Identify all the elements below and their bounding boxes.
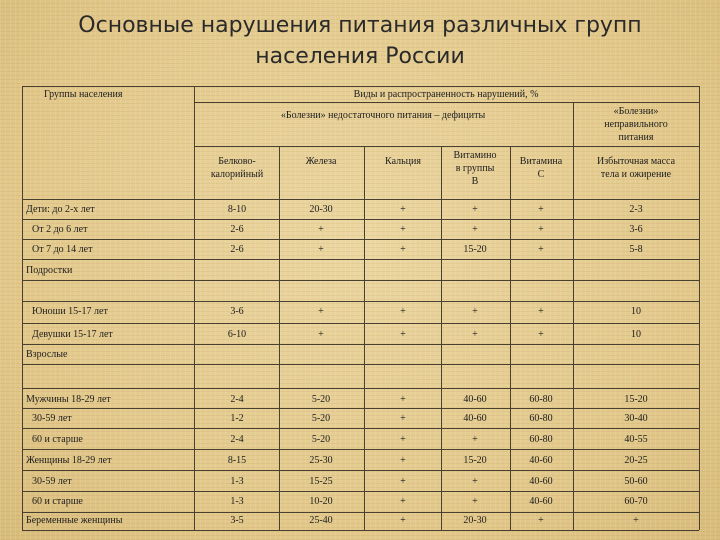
row-group-label: 60 и старше: [32, 496, 83, 507]
table-cell-value: +: [633, 515, 639, 526]
section-label-teens: Подростки: [26, 265, 73, 276]
header-deficits: «Болезни» недостаточного питания – дефициты: [280, 110, 486, 121]
grid-line-horizontal: [22, 388, 699, 389]
table-cell-value: 2-6: [230, 224, 244, 235]
table-cell-value: 15-20: [624, 394, 648, 405]
grid-line-vertical: [441, 146, 442, 530]
table-cell-value: +: [400, 394, 406, 405]
table-cell-value: 20-25: [624, 455, 648, 466]
column-header-4: В: [471, 176, 479, 187]
table-cell-value: 25-40: [309, 515, 333, 526]
table-cell-value: 6-10: [227, 329, 247, 340]
column-header-6: тела и ожирение: [600, 169, 672, 180]
table-cell-value: 5-20: [311, 413, 331, 424]
table-cell-value: 60-80: [529, 413, 553, 424]
row-group-label: 30-59 лет: [32, 476, 72, 487]
table-cell-value: +: [400, 413, 406, 424]
table-cell-value: +: [472, 434, 478, 445]
table-cell-value: 25-30: [309, 455, 333, 466]
header-groups: Группы населения: [44, 89, 123, 100]
table-cell-value: 40-60: [529, 496, 553, 507]
table-cell-value: +: [472, 204, 478, 215]
table-cell-value: 10: [631, 306, 641, 317]
header-excess-line3: питания: [618, 132, 654, 143]
grid-line-horizontal: [22, 219, 699, 220]
column-header-1: калорийный: [210, 169, 264, 180]
row-group-label: Женщины 18-29 лет: [26, 455, 112, 466]
table-cell-value: +: [538, 306, 544, 317]
table-cell-value: 2-4: [230, 434, 244, 445]
grid-line-horizontal: [22, 408, 699, 409]
column-header-5: С: [537, 169, 545, 180]
table-cell-value: +: [400, 476, 406, 487]
table-cell-value: 2-4: [230, 394, 244, 405]
table-cell-value: 5-20: [311, 394, 331, 405]
row-group-label: 30-59 лет: [32, 413, 72, 424]
table-cell-value: 2-3: [629, 204, 643, 215]
grid-line-horizontal: [22, 449, 699, 450]
table-cell-value: 60-80: [529, 434, 553, 445]
table-cell-value: 40-60: [529, 476, 553, 487]
table-cell-value: +: [472, 306, 478, 317]
title-line-2: населения России: [255, 44, 465, 69]
table-cell-value: 3-6: [230, 306, 244, 317]
row-group-label: Дети: до 2-х лет: [26, 204, 95, 215]
title-line-1: Основные нарушения питания различных групп: [78, 13, 642, 38]
grid-line-horizontal: [22, 344, 699, 345]
section-label-adults: Взрослые: [26, 349, 68, 360]
table-cell-value: 5-8: [629, 244, 643, 255]
column-header-2: Железа: [305, 156, 337, 167]
grid-line-vertical: [573, 102, 574, 530]
table-cell-value: 30-40: [624, 413, 648, 424]
grid-line-vertical: [699, 86, 700, 530]
column-header-3: Кальция: [385, 156, 421, 167]
header-excess-line1: «Болезни»: [613, 106, 659, 117]
row-group-label: Беременные женщины: [26, 515, 123, 526]
table-cell-value: 15-20: [463, 244, 487, 255]
table-cell-value: +: [400, 515, 406, 526]
table-cell-value: 8-15: [227, 455, 247, 466]
table-cell-value: +: [472, 224, 478, 235]
page-title: [0, 10, 720, 72]
table-cell-value: 40-55: [624, 434, 648, 445]
table-cell-value: 40-60: [529, 455, 553, 466]
table-cell-value: 1-2: [230, 413, 244, 424]
row-group-label: Девушки 15-17 лет: [32, 329, 113, 340]
table-cell-value: +: [400, 306, 406, 317]
row-group-label: Мужчины 18-29 лет: [26, 394, 111, 405]
column-header-5: Витамина: [519, 156, 563, 167]
table-cell-value: 10-20: [309, 496, 333, 507]
column-header-4: в группы: [455, 163, 495, 174]
table-cell-value: +: [538, 329, 544, 340]
grid-line-vertical: [22, 86, 23, 530]
row-group-label: Юноши 15-17 лет: [32, 306, 108, 317]
table-cell-value: +: [538, 204, 544, 215]
table-cell-value: +: [400, 244, 406, 255]
grid-line-horizontal: [22, 530, 699, 531]
table-cell-value: 10: [631, 329, 641, 340]
table-cell-value: 3-6: [629, 224, 643, 235]
table-cell-value: 40-60: [463, 394, 487, 405]
grid-line-horizontal: [22, 280, 699, 281]
grid-line-horizontal: [22, 239, 699, 240]
table-cell-value: +: [318, 244, 324, 255]
row-group-label: От 7 до 14 лет: [32, 244, 93, 255]
table-cell-value: 1-3: [230, 476, 244, 487]
table-cell-value: 40-60: [463, 413, 487, 424]
table-cell-value: 60-70: [624, 496, 648, 507]
grid-line-horizontal: [22, 259, 699, 260]
column-header-1: Белково-: [218, 156, 256, 167]
table-cell-value: 5-20: [311, 434, 331, 445]
row-group-label: От 2 до 6 лет: [32, 224, 88, 235]
table-cell-value: +: [538, 224, 544, 235]
grid-line-horizontal: [22, 428, 699, 429]
table-cell-value: 8-10: [227, 204, 247, 215]
grid-line-horizontal: [22, 301, 699, 302]
table-cell-value: +: [538, 515, 544, 526]
row-group-label: 60 и старше: [32, 434, 83, 445]
grid-line-horizontal: [22, 86, 699, 87]
table-cell-value: +: [318, 224, 324, 235]
table-cell-value: +: [472, 496, 478, 507]
grid-line-horizontal: [22, 323, 699, 324]
table-cell-value: 2-6: [230, 244, 244, 255]
table-cell-value: +: [400, 455, 406, 466]
table-cell-value: 15-25: [309, 476, 333, 487]
header-excess-line2: неправильного: [604, 119, 668, 130]
table-cell-value: 50-60: [624, 476, 648, 487]
table-cell-value: 3-5: [230, 515, 244, 526]
table-cell-value: +: [318, 306, 324, 317]
grid-line-vertical: [194, 86, 195, 530]
table-cell-value: 20-30: [309, 204, 333, 215]
table-cell-value: +: [472, 329, 478, 340]
grid-line-horizontal: [22, 199, 699, 200]
table-cell-value: +: [400, 204, 406, 215]
table-cell-value: 15-20: [463, 455, 487, 466]
table-cell-value: +: [538, 244, 544, 255]
grid-line-vertical: [279, 146, 280, 530]
table-cell-value: +: [400, 224, 406, 235]
table-cell-value: 1-3: [230, 496, 244, 507]
grid-line-horizontal: [194, 146, 699, 147]
table-cell-value: 20-30: [463, 515, 487, 526]
grid-line-horizontal: [22, 491, 699, 492]
grid-line-vertical: [510, 146, 511, 530]
header-types: Виды и распространенность нарушений, %: [353, 89, 539, 100]
column-header-6: Избыточная масса: [596, 156, 676, 167]
table-cell-value: +: [318, 329, 324, 340]
column-header-4: Витамино: [453, 150, 497, 161]
table-cell-value: 60-80: [529, 394, 553, 405]
grid-line-horizontal: [22, 364, 699, 365]
table-cell-value: +: [472, 476, 478, 487]
table-cell-value: +: [400, 496, 406, 507]
table-cell-value: +: [400, 329, 406, 340]
grid-line-horizontal: [194, 102, 699, 103]
grid-line-horizontal: [22, 512, 699, 513]
table-cell-value: +: [400, 434, 406, 445]
grid-line-horizontal: [22, 470, 699, 471]
grid-line-vertical: [364, 146, 365, 530]
